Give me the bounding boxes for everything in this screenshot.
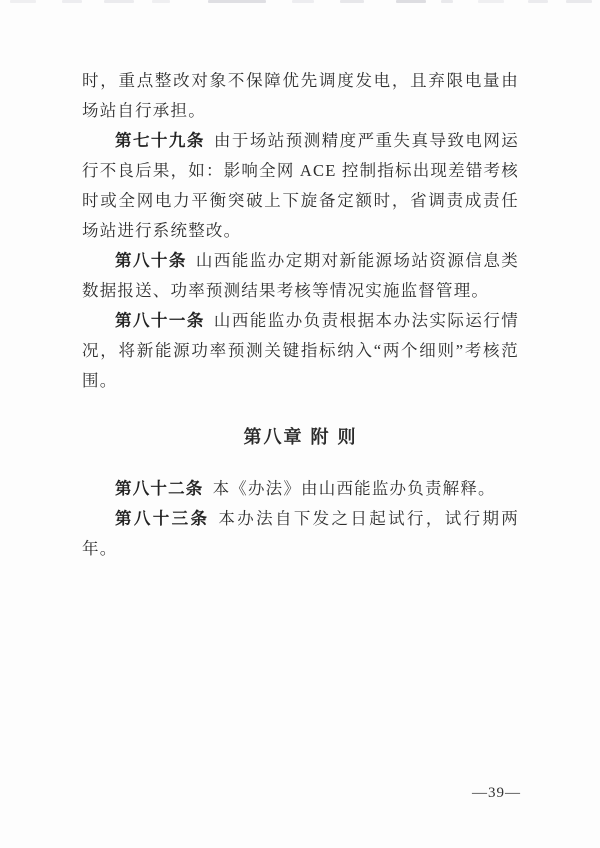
paragraph-text: 山西能监办定期对新能源场站资源信息类数据报送、功率预测结果考核等情况实施监督管理。 [82, 251, 519, 300]
paragraph-article-82 [82, 474, 519, 504]
paragraph-text: 本《办法》由山西能监办负责解释。 [212, 479, 496, 498]
paragraph-article-80 [82, 246, 519, 306]
paragraph-article-81 [82, 306, 519, 396]
paragraph-text: 由于场站预测精度严重失真导致电网运行不良后果，如：影响全网 ACE 控制指标出现差错考核时或全网电力平衡突破上下旋备定额时，省调责成责任场站进行系统整改。 [82, 131, 520, 240]
paragraph-text: 时，重点整改对象不保障优先调度发电，且弃限电量由场站自行承担。 [82, 71, 519, 120]
paragraph-article-83 [82, 504, 519, 564]
article-number-label: 第八十一条 [115, 311, 205, 330]
article-number-label: 第八十条 [115, 251, 187, 270]
article-number-label: 第七十九条 [115, 131, 205, 150]
paragraph-text: 山西能监办负责根据本办法实际运行情况，将新能源功率预测关键指标纳入“两个细则”考核范围。 [82, 311, 520, 390]
page-number: —39— [472, 785, 521, 801]
page-content [82, 66, 519, 564]
paragraph-article-79 [82, 126, 519, 246]
article-number-label: 第八十二条 [115, 479, 204, 498]
chapter-heading: 第八章 附 则 [243, 427, 358, 447]
article-number-label: 第八十三条 [115, 509, 210, 528]
paragraph-continuation [82, 66, 519, 126]
paragraph-text: 本办法自下发之日起试行，试行期两年。 [82, 509, 520, 558]
scan-artifact-marks [0, 0, 600, 4]
